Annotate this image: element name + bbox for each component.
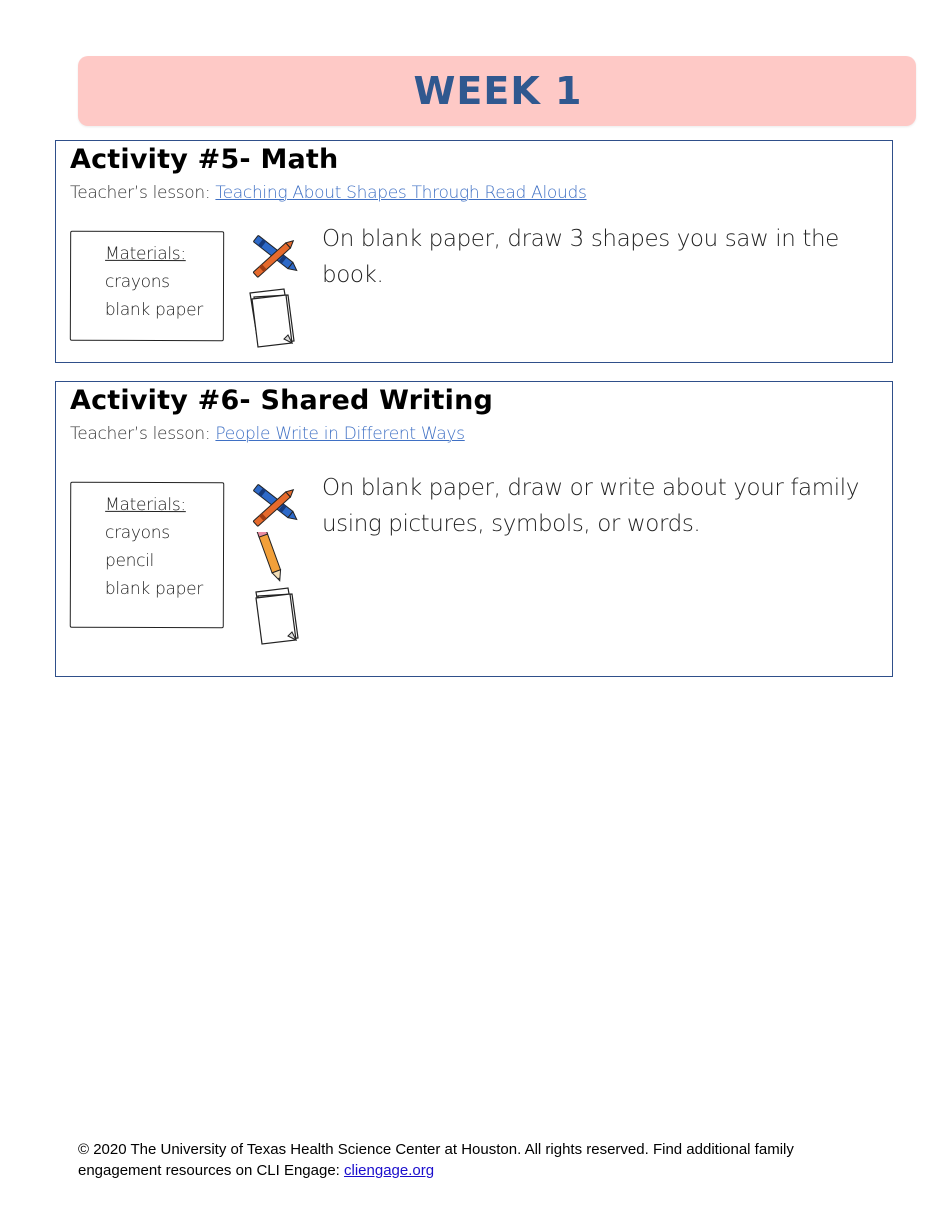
- materials-icons: [242, 480, 304, 648]
- material-item: blank paper: [104, 299, 204, 321]
- activity-card-5: [55, 140, 893, 363]
- teacher-lesson-line: [70, 183, 587, 203]
- crayons-icon: [242, 231, 304, 283]
- material-item: pencil: [104, 550, 155, 572]
- activity-heading: Activity #5- Math: [70, 144, 339, 175]
- material-item: crayons: [105, 522, 170, 544]
- crayons-icon: [242, 480, 304, 532]
- week-title: WEEK 1: [413, 69, 583, 113]
- materials-box: [70, 482, 225, 629]
- footer-text: © 2020 The University of Texas Health Science Center at Houston. All rights reserved. Find additional family engagement resources on CLI Engage:: [78, 1141, 794, 1179]
- materials-box: [70, 231, 224, 342]
- footer-link[interactable]: cliengage.org: [344, 1162, 435, 1179]
- materials-heading: Materials:: [105, 494, 186, 516]
- activity-card-6: [55, 381, 893, 677]
- teacher-lesson-label: Teacher’s lesson:: [70, 424, 216, 444]
- teacher-lesson-link[interactable]: Teaching About Shapes Through Read Alouds: [215, 183, 587, 203]
- footer: [78, 1139, 868, 1181]
- material-item: blank paper: [104, 578, 204, 600]
- materials-icons: [242, 231, 304, 349]
- teacher-lesson-label: Teacher’s lesson:: [70, 183, 216, 203]
- material-item: crayons: [104, 271, 170, 293]
- activity-instruction: On blank paper, draw 3 shapes you saw in the book.: [322, 226, 839, 288]
- activity-instruction: On blank paper, draw or write about your family using pictures, symbols, or words.: [322, 475, 859, 537]
- pencil-icon: [242, 532, 304, 584]
- blank-paper-icon: [242, 285, 304, 349]
- materials-heading: Materials:: [105, 243, 186, 265]
- activity-heading: Activity #6- Shared Writing: [70, 385, 494, 416]
- week-banner: [78, 56, 916, 126]
- blank-paper-icon: [242, 584, 304, 648]
- teacher-lesson-line: [70, 424, 465, 444]
- teacher-lesson-link[interactable]: People Write in Different Ways: [215, 424, 465, 444]
